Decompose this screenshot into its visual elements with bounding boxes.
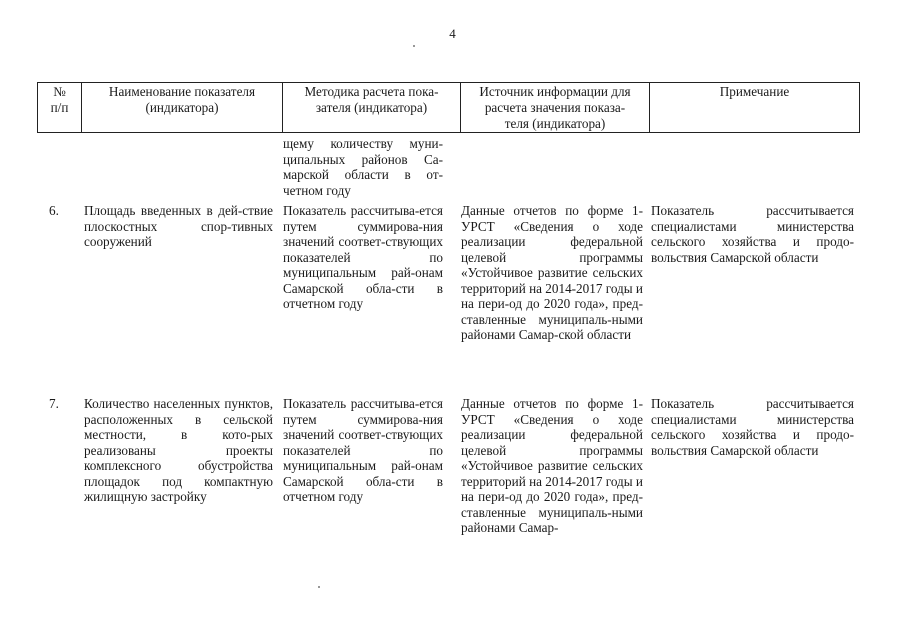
header-source-text: Источник информации для расчета значения показа- теля (индикатора) — [479, 84, 631, 131]
header-cell-method — [283, 83, 461, 133]
header-row — [38, 83, 860, 133]
header-cell-source — [461, 83, 650, 133]
row-note: Показатель рассчитывается специалистами министерства сельского хозяйства и продо-вольствия Самарской области — [651, 396, 854, 458]
scan-speck — [413, 45, 415, 47]
row-number: 6. — [49, 203, 59, 218]
row-indicator-name: Количество населенных пунктов, расположенных в сельской местности, в кото-рых реализованы проекты комплексного обустройства площадок под компактную жилищную застройку — [84, 396, 273, 504]
continued-method-text: щему количеству муни-ципальных районов Са-марской области в от-четном году — [283, 136, 443, 198]
row-indicator-name: Площадь введенных в дей-ствие плоскостных спор-тивных сооружений — [84, 203, 273, 249]
header-cell-number — [38, 83, 82, 133]
row-note: Показатель рассчитывается специалистами министерства сельского хозяйства и продо-вольствия Самарской области — [651, 203, 854, 265]
header-cell-name — [82, 83, 283, 133]
header-note-text: Примечание — [719, 84, 790, 99]
row-calculation-method: Показатель рассчитыва-ется путем суммирова-ния значений соответ-ствующих показателей по муниципальным рай-онам Самарской обла-сти в отчетном году — [283, 396, 443, 504]
row-information-source: Данные отчетов по форме 1-УРСТ «Сведения о ходе реализации федеральной целевой программы «Устойчивое развитие сельских территорий на 2014-2017 годы и на пери-од до 2020 года», пред-ставленные муниципаль-ными районами Самар- — [461, 396, 643, 535]
header-method-text: Методика расчета пока- зателя (индикатора) — [304, 84, 439, 115]
table-header — [37, 82, 860, 133]
header-cell-note — [650, 83, 860, 133]
row-calculation-method: Показатель рассчитыва-ется путем суммирова-ния значений соответ-ствующих показателей по муниципальным рай-онам Самарской обла-сти в отчетном году — [283, 203, 443, 311]
row-number: 7. — [49, 396, 59, 411]
header-name-text: Наименование показателя (индикатора) — [108, 84, 256, 115]
row-information-source: Данные отчетов по форме 1-УРСТ «Сведения о ходе реализации федеральной целевой программы «Устойчивое развитие сельских территорий на 2014-2017 годы и на пери-од до 2020 года», пред-ставленные муниципаль-ными районами Самар-ской области — [461, 203, 643, 342]
page-number: 4 — [449, 26, 456, 41]
scan-speck — [318, 586, 320, 588]
header-number-text: № п/п — [50, 84, 69, 115]
